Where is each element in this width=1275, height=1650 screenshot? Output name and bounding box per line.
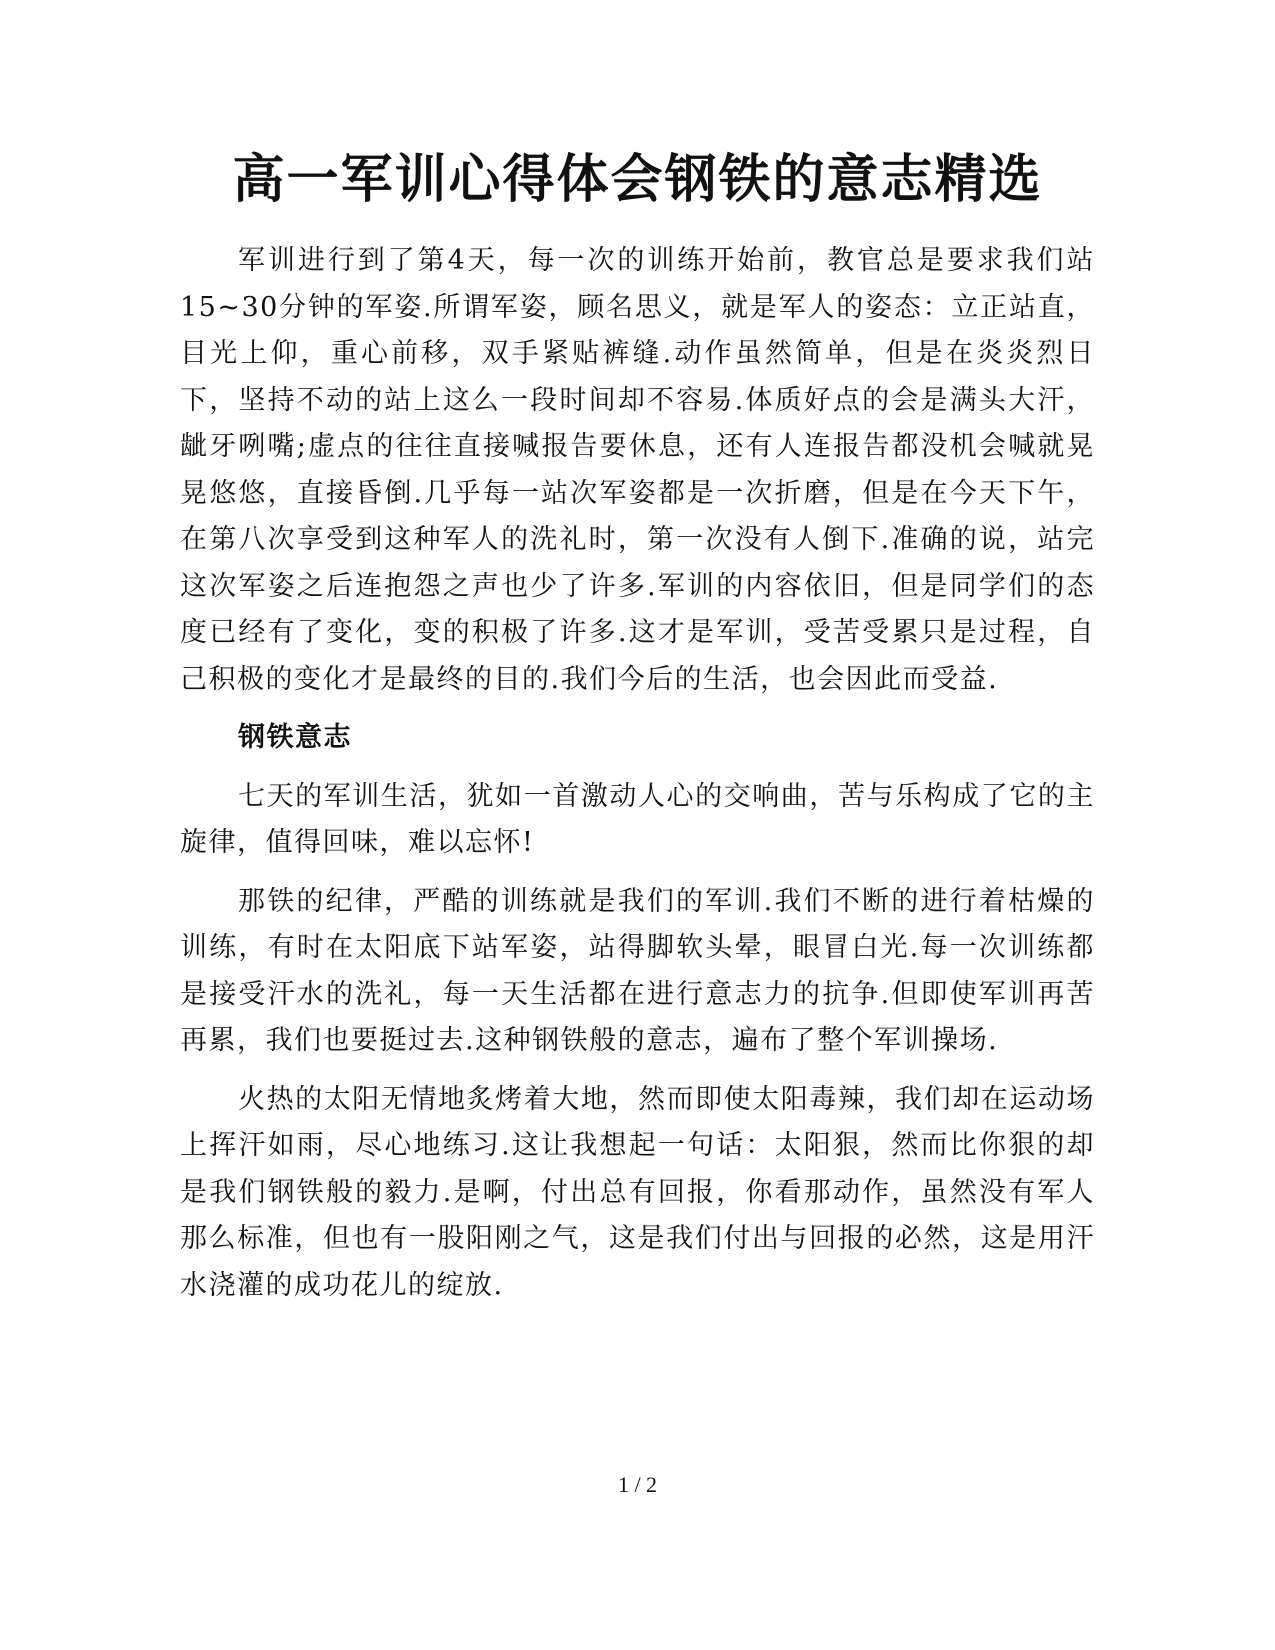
paragraph-symphony: 七天的军训生活，犹如一首激动人心的交响曲，苦与乐构成了它的主旋律，值得回味，难以忘怀!	[180, 780, 1095, 858]
paragraph-intro: 军训进行到了第4天，每一次的训练开始前，教官总是要求我们站15~30分钟的军姿.所谓军姿，顾名思义，就是军人的姿态：立正站直，目光上仰，重心前移，双手紧贴裤缝.动作虽然简单，但是在炎炎烈日下，坚持不动的站上这么一段时间却不容易.体质好点的会是满头大汗，龇牙咧嘴;虚点的往往直接喊报告要休息，还有人连报告都没机会喊就晃晃悠悠，直接昏倒.几乎每一站次军姿都是一次折磨，但是在今天下午，在第八次享受到这种军人的洗礼时，第一次没有人倒下.准确的说，站完这次军姿之后连抱怨之声也少了许多.军训的内容依旧，但是同学们的态度已经有了变化，变的积极了许多.这才是军训，受苦受累只是过程，自己积极的变化才是最终的目的.我们今后的生活，也会因此而受益.	[180, 245, 1095, 695]
paragraph-discipline: 那铁的纪律，严酷的训练就是我们的军训.我们不断的进行着枯燥的训练，有时在太阳底下站军姿，站得脚软头晕，眼冒白光.每一次训练都是接受汗水的洗礼，每一天生活都在进行意志力的抗争.但即使军训再苦再累，我们也要挺过去.这种钢铁般的意志，遍布了整个军训操场.	[180, 885, 1095, 1056]
page-number: 1 / 2	[617, 1472, 658, 1497]
section-heading: 钢铁意志	[238, 722, 352, 753]
document-body	[180, 238, 1095, 1321]
paragraph-sun: 火热的太阳无情地炙烤着大地，然而即使太阳毒辣，我们却在运动场上挥汗如雨，尽心地练习.这让我想起一句话：太阳狠，然而比你狠的却是我们钢铁般的毅力.是啊，付出总有回报，你看那动作，虽然没有军人那么标准，但也有一股阳刚之气，这是我们付出与回报的必然，这是用汗水浇灌的成功花儿的绽放.	[180, 1083, 1095, 1301]
document-title: 高一军训心得体会钢铁的意志精选	[232, 149, 1043, 210]
